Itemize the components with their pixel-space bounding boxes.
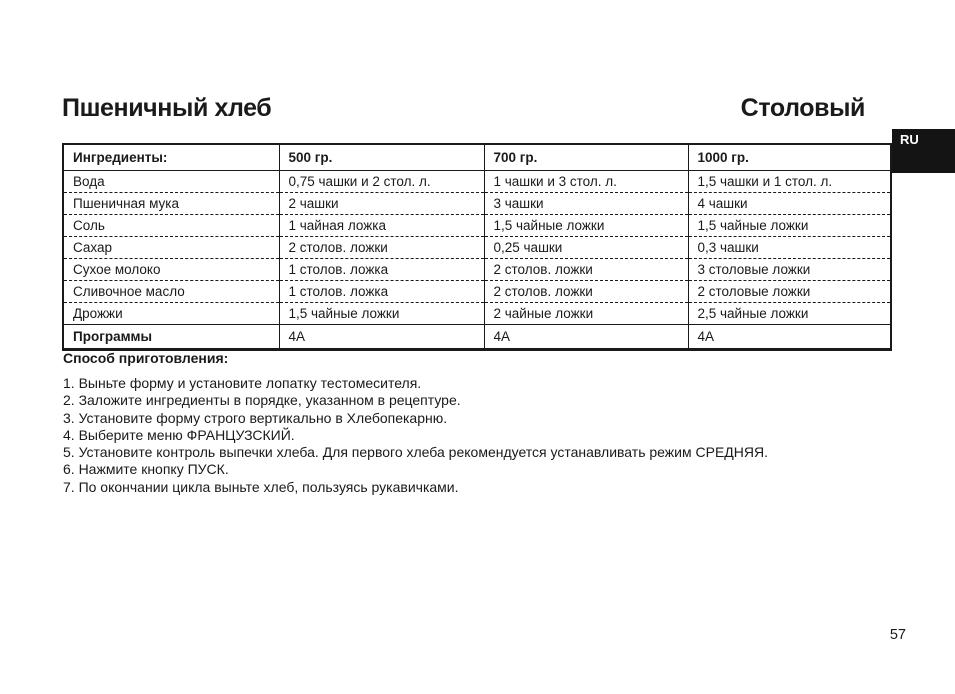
language-tab bbox=[892, 129, 955, 173]
ingredients-table bbox=[62, 143, 892, 351]
amount-700g: 3 чашки bbox=[484, 193, 688, 215]
amount-500g: 1,5 чайные ложки bbox=[279, 303, 484, 325]
ingredient-name: Пшеничная мука bbox=[63, 193, 279, 215]
ingredient-name: Дрожжи bbox=[63, 303, 279, 325]
ingredient-name: Соль bbox=[63, 215, 279, 237]
amount-1000g: 2 столовые ложки bbox=[688, 281, 891, 303]
method-step-4: 4. Выберите меню ФРАНЦУЗСКИЙ. bbox=[63, 426, 295, 443]
page-header bbox=[62, 94, 865, 123]
amount-500g: 2 чашки bbox=[279, 193, 484, 215]
amount-1000g: 1,5 чайные ложки bbox=[688, 215, 891, 237]
program-500g: 4A bbox=[279, 325, 484, 350]
amount-1000g: 3 столовые ложки bbox=[688, 259, 891, 281]
recipe-variant-title: Столовый bbox=[740, 94, 865, 122]
program-700g: 4A bbox=[484, 325, 688, 350]
amount-700g: 2 столов. ложки bbox=[484, 259, 688, 281]
table-row bbox=[63, 259, 891, 281]
ingredient-name: Сухое молоко bbox=[63, 259, 279, 281]
amount-500g: 2 столов. ложки bbox=[279, 237, 484, 259]
table-row bbox=[63, 193, 891, 215]
ingredient-name: Сливочное масло bbox=[63, 281, 279, 303]
column-header-ingredients: Ингредиенты: bbox=[63, 144, 279, 171]
method-step-2: 2. Заложите ингредиенты в порядке, указанном в рецептуре. bbox=[63, 392, 461, 409]
method-step-6: 6. Нажмите кнопку ПУСК. bbox=[63, 461, 229, 478]
method-step-1: 1. Выньте форму и установите лопатку тестомесителя. bbox=[63, 375, 422, 391]
program-1000g: 4A bbox=[697, 329, 715, 344]
amount-1000g: 0,3 чашки bbox=[688, 237, 891, 259]
amount-700g: 0,25 чашки bbox=[484, 237, 688, 259]
table-row bbox=[63, 303, 891, 325]
ingredient-name: Сахар bbox=[63, 237, 279, 259]
table-row bbox=[63, 281, 891, 303]
amount-500g: 0,75 чашки и 2 стол. л. bbox=[279, 171, 484, 193]
page-number: 57 bbox=[889, 627, 906, 643]
amount-700g: 2 чайные ложки bbox=[484, 303, 688, 325]
column-header-700g: 700 гр. bbox=[484, 144, 688, 171]
amount-700g: 1 чашки и 3 стол. л. bbox=[484, 171, 688, 193]
amount-500g: 1 столов. ложка bbox=[279, 259, 484, 281]
recipe-title: Пшеничный хлеб bbox=[62, 94, 272, 122]
method-heading: Способ приготовления: bbox=[63, 350, 229, 366]
column-header-500g: 500 гр. bbox=[279, 144, 484, 171]
method-step-7: 7. По окончании цикла выньте хлеб, пользуясь рукавичками. bbox=[63, 478, 459, 495]
table-row bbox=[63, 171, 891, 193]
method-section bbox=[63, 350, 893, 496]
table-row bbox=[63, 237, 891, 259]
programs-row bbox=[63, 325, 891, 350]
method-step-3: 3. Установите форму строго вертикально в Хлебопекарню. bbox=[63, 409, 448, 426]
language-tab-label: RU bbox=[900, 132, 919, 147]
ingredient-name: Вода bbox=[63, 171, 279, 193]
column-header-1000g: 1000 гр. bbox=[688, 144, 891, 171]
amount-500g: 1 столов. ложка bbox=[279, 281, 484, 303]
table-row bbox=[63, 215, 891, 237]
table-header-row bbox=[63, 144, 891, 171]
method-step-5: 5. Установите контроль выпечки хлеба. Для первого хлеба рекомендуется устанавливать режим СРЕДНЯЯ. bbox=[63, 444, 768, 461]
amount-1000g: 2,5 чайные ложки bbox=[688, 303, 891, 325]
amount-1000g: 4 чашки bbox=[688, 193, 891, 215]
amount-700g: 2 столов. ложки bbox=[484, 281, 688, 303]
amount-1000g: 1,5 чашки и 1 стол. л. bbox=[688, 171, 891, 193]
programs-label: Программы bbox=[63, 325, 279, 350]
amount-700g: 1,5 чайные ложки bbox=[484, 215, 688, 237]
amount-500g: 1 чайная ложка bbox=[279, 215, 484, 237]
